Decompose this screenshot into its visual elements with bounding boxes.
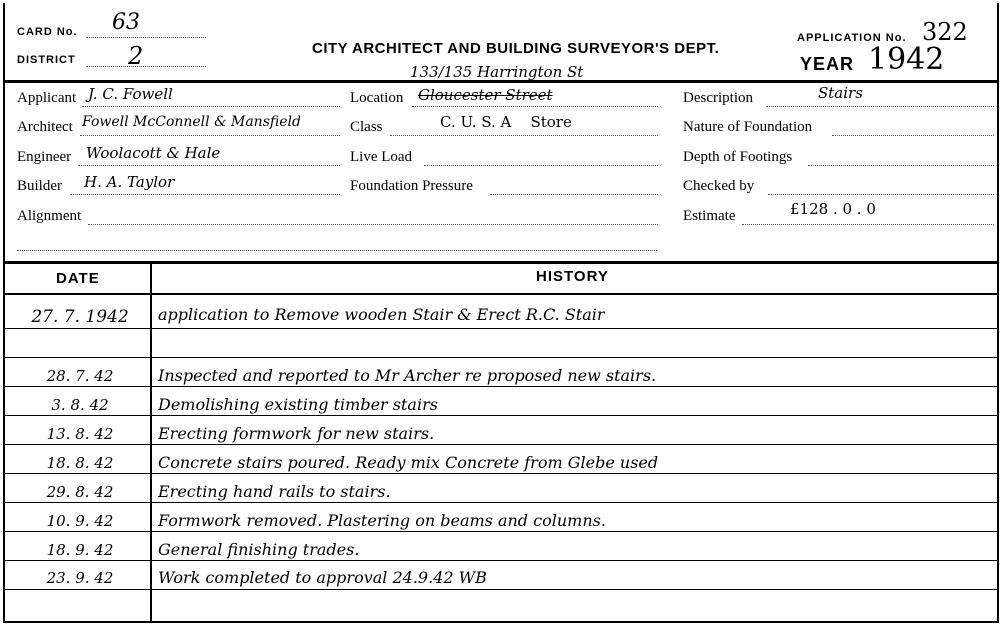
builder-label: Builder xyxy=(17,178,62,194)
applicant-value: J. C. Fowell xyxy=(88,85,173,103)
history-date: 13. 8. 42 xyxy=(46,425,114,443)
description-line xyxy=(766,106,994,107)
description-value: Stairs xyxy=(818,84,863,102)
history-header-rule xyxy=(3,293,997,295)
estimate-line xyxy=(742,224,994,225)
engineer-label: Engineer xyxy=(17,149,72,165)
alignment-label: Alignment xyxy=(17,208,82,224)
foundation-pressure-line xyxy=(490,194,658,195)
history-entry: application to Remove wooden Stair & Erect R.C. Stair xyxy=(158,305,605,324)
history-date: 18. 8. 42 xyxy=(46,454,114,472)
row-rule xyxy=(3,386,997,387)
alignment-line-2 xyxy=(17,250,657,251)
engineer-line xyxy=(78,165,340,166)
history-date: 3. 8. 42 xyxy=(51,396,109,414)
applicant-label: Applicant xyxy=(17,90,77,106)
history-entry: Inspected and reported to Mr Archer re proposed new stairs. xyxy=(158,366,657,385)
architect-value: Fowell McConnell & Mansfield xyxy=(82,114,301,130)
history-entry: Formwork removed. Plastering on beams and columns. xyxy=(158,511,606,530)
history-date: 18. 9. 42 xyxy=(46,541,114,559)
history-entry: Concrete stairs poured. Ready mix Concrete from Glebe used xyxy=(158,453,659,472)
checked-line xyxy=(768,194,994,195)
builder-line xyxy=(70,194,340,195)
nature-line xyxy=(832,135,994,136)
application-no-value: 322 xyxy=(922,18,968,46)
alignment-line xyxy=(88,224,658,225)
depth-line xyxy=(808,165,994,166)
location-above: 133/135 Harrington St xyxy=(410,63,584,81)
history-header: HISTORY xyxy=(536,268,609,285)
district-label: DISTRICT xyxy=(17,54,76,66)
history-entry: Erecting hand rails to stairs. xyxy=(158,482,391,501)
district-line xyxy=(86,66,206,67)
district-value: 2 xyxy=(128,42,144,70)
row-rule xyxy=(3,531,997,532)
class-line xyxy=(390,135,658,136)
depth-label: Depth of Footings xyxy=(683,149,793,165)
nature-label: Nature of Foundation xyxy=(683,119,813,135)
row-rule xyxy=(3,415,997,416)
history-entry: Work completed to approval 24.9.42 WB xyxy=(158,568,487,587)
row-rule xyxy=(3,560,997,561)
location-line xyxy=(412,106,658,107)
date-column-divider xyxy=(150,262,152,621)
row-rule xyxy=(3,589,997,590)
builder-value: H. A. Taylor xyxy=(84,173,175,191)
card-no-value: 63 xyxy=(112,10,140,35)
history-entry: General finishing trades. xyxy=(158,540,360,559)
history-top-rule xyxy=(3,261,997,264)
department-title: CITY ARCHITECT AND BUILDING SURVEYOR'S DEPT. xyxy=(312,40,720,57)
row-rule xyxy=(3,357,997,358)
location-label: Location xyxy=(350,90,404,106)
year-value: 1942 xyxy=(868,42,945,77)
class-label: Class xyxy=(350,119,383,135)
location-struck: Gloucester Street xyxy=(418,86,553,104)
class-value: C. U. S. A Store xyxy=(440,113,572,131)
application-no-label: APPLICATION No. xyxy=(797,32,907,44)
card-no-label: CARD No. xyxy=(17,26,78,38)
row-rule xyxy=(3,473,997,474)
history-entry: Demolishing existing timber stairs xyxy=(158,395,438,414)
history-date: 27. 7. 1942 xyxy=(31,307,129,327)
history-date: 29. 8. 42 xyxy=(46,483,114,501)
date-header: DATE xyxy=(56,270,100,287)
row-rule xyxy=(3,502,997,503)
row-rule xyxy=(3,328,997,329)
checked-label: Checked by xyxy=(683,178,755,194)
applicant-line xyxy=(82,106,340,107)
year-label: YEAR xyxy=(800,54,855,74)
foundation-pressure-label: Foundation Pressure xyxy=(350,178,473,194)
history-date: 28. 7. 42 xyxy=(46,367,114,385)
live-load-label: Live Load xyxy=(350,149,413,165)
architect-label: Architect xyxy=(17,119,73,135)
row-rule xyxy=(3,444,997,445)
live-load-line xyxy=(424,165,658,166)
estimate-value: £128 . 0 . 0 xyxy=(790,200,876,218)
history-entry: Erecting formwork for new stairs. xyxy=(158,424,435,443)
card-no-line xyxy=(86,37,206,38)
history-date: 23. 9. 42 xyxy=(46,569,114,587)
engineer-value: Woolacott & Hale xyxy=(86,144,221,162)
estimate-label: Estimate xyxy=(683,208,736,224)
architect-line xyxy=(80,135,340,136)
history-date: 10. 9. 42 xyxy=(46,512,114,530)
description-label: Description xyxy=(683,90,753,106)
